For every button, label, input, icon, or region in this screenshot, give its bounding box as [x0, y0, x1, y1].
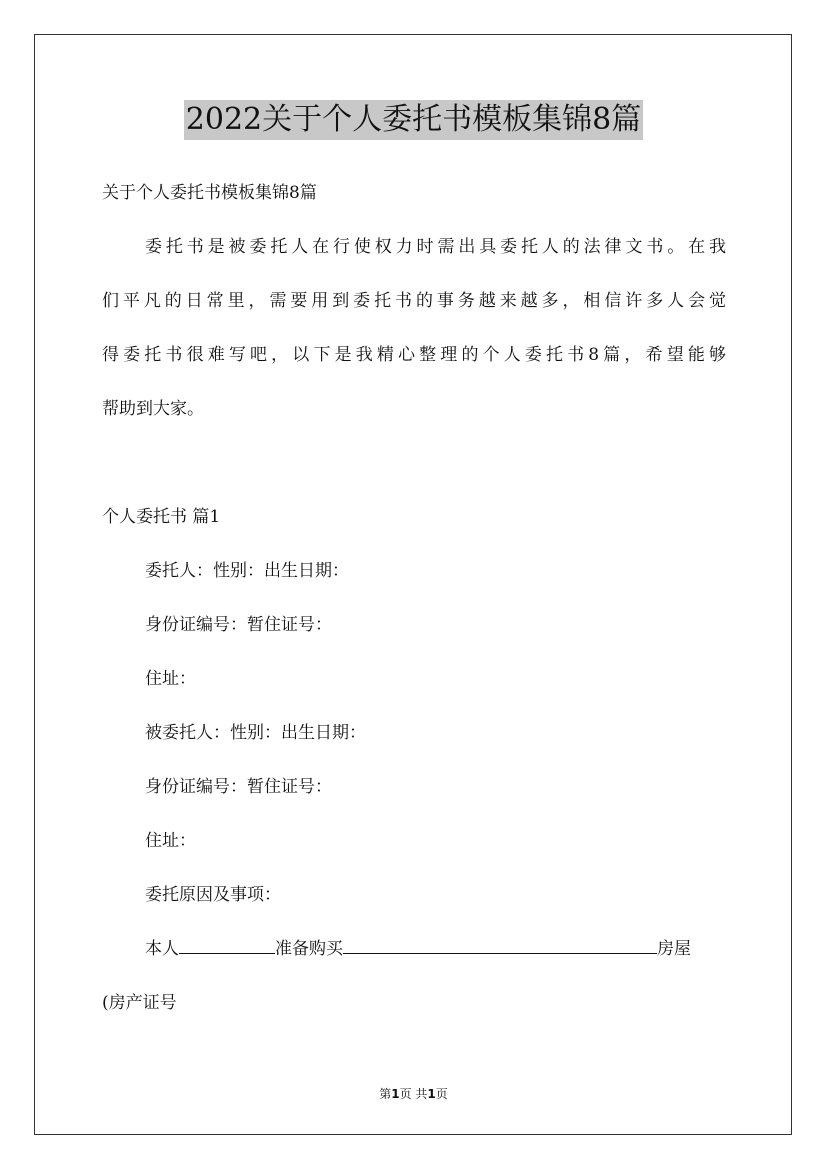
document-title: 2022关于个人委托书模板集锦8篇 [184, 100, 643, 140]
document-subtitle: 关于个人委托书模板集锦8篇 [102, 183, 317, 203]
field-agent-address: 住址： [145, 831, 196, 851]
field-reason: 委托原因及事项： [145, 885, 281, 905]
field-agent: 被委托人：性别：出生日期： [145, 723, 366, 743]
title-container [0, 100, 827, 140]
footer-page-number: 1 [391, 1087, 400, 1101]
intro-line-4: 帮助到大家。 [102, 399, 204, 419]
intro-line-1: 委托书是被委托人在行使权力时需出具委托人的法律文书。在我 [145, 237, 726, 257]
field-principal: 委托人：性别：出生日期： [145, 561, 349, 581]
footer-page-prefix: 第 [379, 1087, 392, 1101]
purchase-line-2: (房产证号 [102, 993, 177, 1013]
blank-underline-name [179, 937, 275, 954]
purchase-text-2: 准备购买 [275, 939, 343, 959]
field-principal-id: 身份证编号：暂住证号： [145, 615, 332, 635]
intro-line-2: 们平凡的日常里，需要用到委托书的事务越来越多，相信许多人会觉 [102, 291, 726, 311]
purchase-text-3: 房屋 [657, 939, 691, 959]
intro-line-3: 得委托书很难写吧，以下是我精心整理的个人委托书8篇，希望能够 [102, 345, 726, 365]
footer-page-total-suffix: 页 [435, 1087, 448, 1101]
purchase-line [145, 937, 691, 961]
purchase-text-1: 本人 [145, 939, 179, 959]
section-heading: 个人委托书 篇1 [102, 507, 221, 527]
field-agent-id: 身份证编号：暂住证号： [145, 777, 332, 797]
field-principal-address: 住址： [145, 669, 196, 689]
blank-underline-property [343, 937, 657, 954]
page-footer [0, 1085, 827, 1102]
footer-page-total: 1 [427, 1087, 436, 1101]
footer-page-suffix: 页 共 [399, 1087, 428, 1101]
